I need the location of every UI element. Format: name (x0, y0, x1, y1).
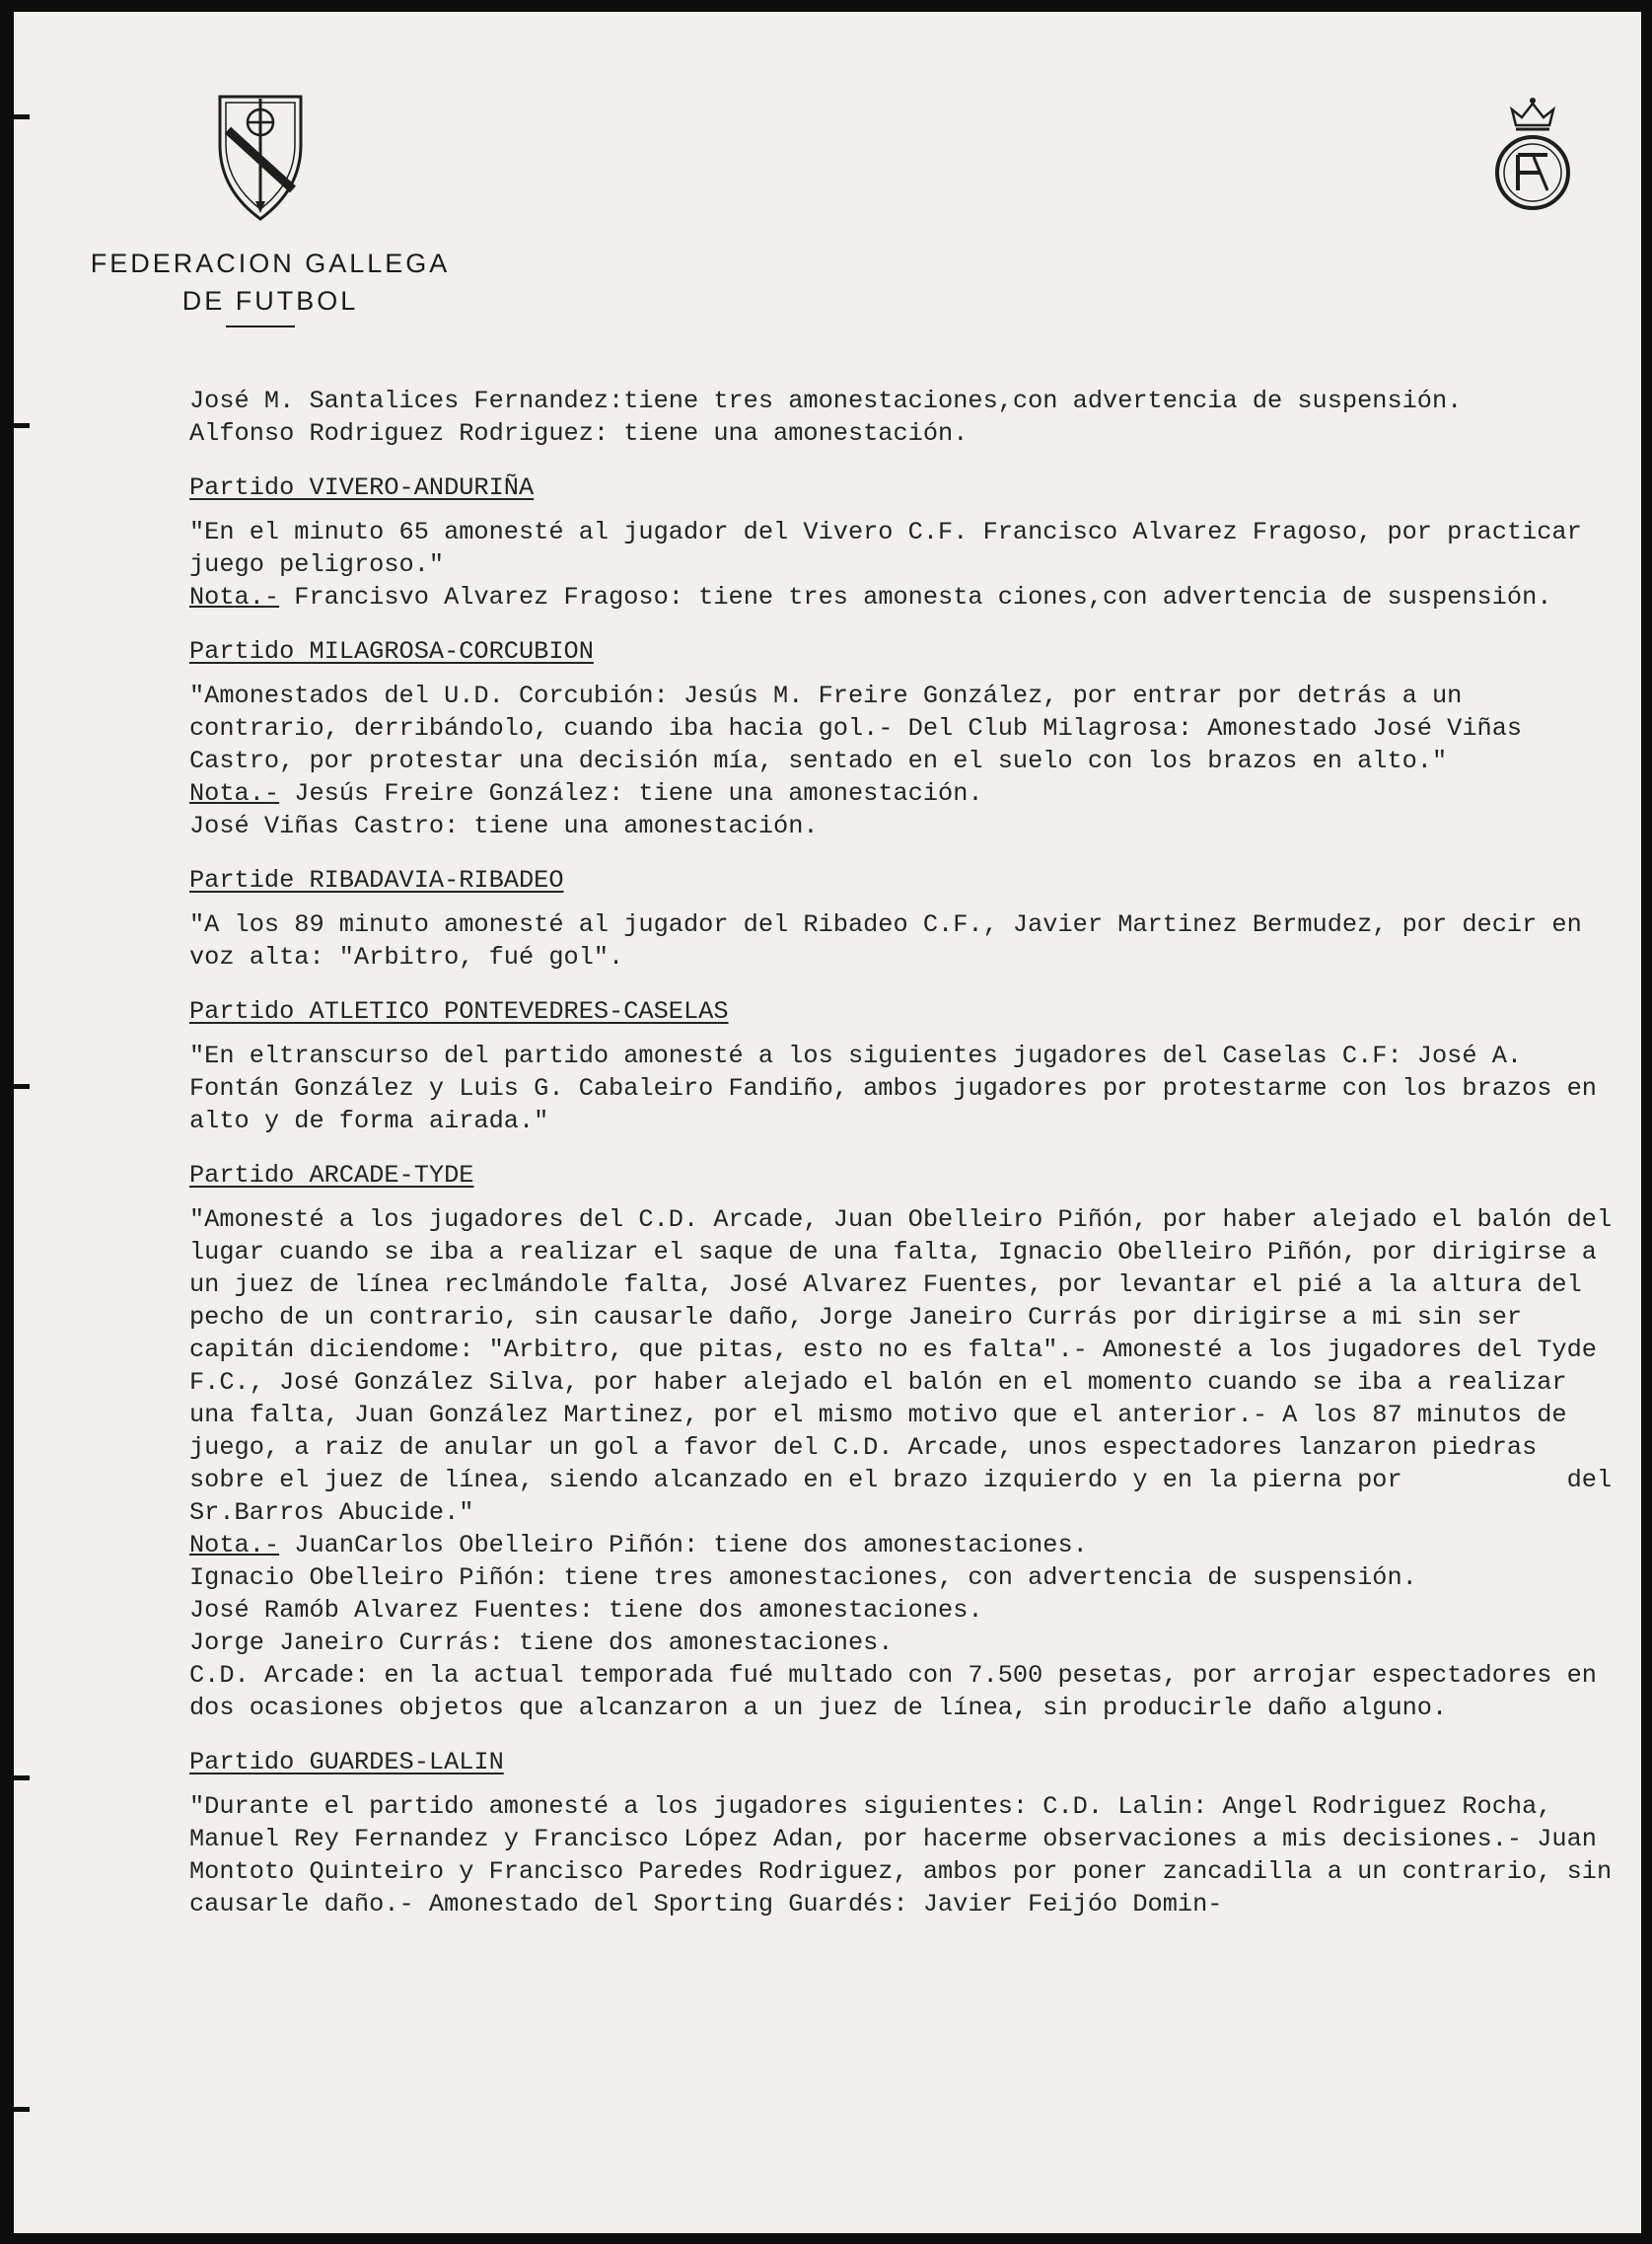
document-body (152, 385, 1627, 1920)
note-line: Ignacio Obelleiro Piñón: tiene tres amonestaciones, con advertencia de suspensión. (189, 1563, 1417, 1592)
match-heading-text: Partido MILAGROSA-CORCUBION (189, 637, 594, 666)
match-note (152, 581, 1621, 614)
document-page (14, 12, 1641, 2233)
match-report-quote: "Durante el partido amonesté a los jugadores siguientes: C.D. Lalin: Angel Rodriguez Rocha, Manuel Rey Fernandez y Francisco López Adan, por hacerme observaciones a mis decisiones.- Juan Montoto Quinteiro y Francisco Paredes Rodriguez, ambos por poner zancadilla a un contrario, sin causarle daño.- Amonestado del Sporting Guardés: Javier Feijóo Domin- (189, 1792, 1627, 1918)
match-heading-text: Partido GUARDES-LALIN (189, 1748, 504, 1776)
match-report-quote: "Amonesté a los jugadores del C.D. Arcade, Juan Obelleiro Piñón, por haber alejado el balón del lugar cuando se iba a realizar el saque de una falta, Ignacio Obelleiro Piñón, por dirigirse a un juez de línea reclmándole falta, José Alvarez Fuentes, por levantar el pié a la altura del pecho de un contrario, sin causarle daño, Jorge Janeiro Currás por dirigirse a mi sin ser capitán diciendome: "Arbitro, que pitas, esto no es falta".- Amonesté a los jugadores del Tyde F.C., José González Silva, por haber alejado el balón en el momento cuando se iba a realizar una falta, Juan González Martinez, por el mismo motivo que el anterior.- A los 87 minutos de juego, a raiz de anular un gol a favor del C.D. Arcade, unos espectadores lanzaron piedras sobre el juez de línea, siendo alcanzado en el brazo izquierdo y en la pierna por del Sr.Barros Abucide." (189, 1205, 1627, 1527)
note-line: C.D. Arcade: en la actual temporada fué multado con 7.500 pesetas, por arrojar espectadores en dos ocasiones objetos que alcanzaron a un juez de línea, sin producirle daño alguno. (189, 1661, 1613, 1722)
match-report-quote: "En el minuto 65 amonesté al jugador del Vivero C.F. Francisco Alvarez Fragoso, por practicar juego peligroso." (189, 518, 1597, 579)
match-report-quote: "En eltranscurso del partido amonesté a los siguientes jugadores del Caselas C.F: José A. Fontán González y Luis G. Cabaleiro Fandiño, ambos jugadores por protestarme con los brazos en alto y de forma airada." (189, 1042, 1613, 1135)
punch-hole-mark (14, 1775, 30, 1780)
note-line: José Ramób Alvarez Fuentes: tiene dos amonestaciones. (189, 1596, 983, 1625)
federation-name (63, 245, 477, 320)
note-line: Jorge Janeiro Currás: tiene dos amonestaciones. (189, 1629, 894, 1657)
note-line: Jesús Freire González: tiene una amonestación. (294, 779, 983, 808)
match-heading (189, 635, 1621, 668)
match-heading-text: Partido ATLETICO PONTEVEDRES-CASELAS (189, 997, 729, 1026)
match-heading (189, 1746, 1621, 1778)
match-note (152, 1529, 1621, 1561)
match-heading (189, 995, 1621, 1028)
intro-line: Alfonso Rodriguez Rodriguez: tiene una amonestación. (189, 419, 969, 448)
match-heading-text: Partido ARCADE-TYDE (189, 1161, 474, 1190)
punch-hole-mark (14, 114, 30, 119)
punch-hole-mark (14, 2107, 30, 2112)
galician-federation-shield-icon (216, 91, 305, 224)
intro-line: José M. Santalices Fernandez:tiene tres amonestaciones,con advertencia de suspensión. (189, 387, 1463, 415)
note-line: José Viñas Castro: tiene una amonestación. (189, 812, 819, 840)
note-line: JuanCarlos Obelleiro Piñón: tiene dos amonestaciones. (294, 1531, 1088, 1559)
note-label: Nota.- (189, 1531, 280, 1559)
note-label: Nota.- (189, 583, 280, 612)
match-report-quote: "Amonestados del U.D. Corcubión: Jesús M. Freire González, por entrar por detrás a un contrario, derribándolo, cuando iba hacia gol.- Del Club Milagrosa: Amonestado José Viñas Castro, por protestar una decisión mía, sentado en el suelo con los brazos en alto." (189, 682, 1538, 775)
match-heading (189, 471, 1621, 504)
note-label: Nota.- (189, 779, 280, 808)
match-heading-text: Partido VIVERO-ANDURIÑA (189, 473, 535, 502)
royal-spanish-federation-crest-icon (1488, 96, 1577, 214)
note-line: Francisvo Alvarez Fragoso: tiene tres amonesta ciones,con advertencia de suspensión. (294, 583, 1552, 612)
federation-name-line1: FEDERACION GALLEGA (90, 249, 451, 278)
punch-hole-mark (14, 423, 30, 428)
punch-hole-mark (14, 1084, 30, 1089)
match-report-quote: "A los 89 minuto amonesté al jugador del Ribadeo C.F., Javier Martinez Bermudez, por decir en voz alta: "Arbitro, fué gol". (189, 910, 1597, 972)
match-heading (189, 1159, 1621, 1192)
letterhead-divider (226, 326, 295, 327)
match-heading-text: Partide RIBADAVIA-RIBADEO (189, 866, 564, 895)
match-note (152, 777, 1621, 810)
federation-name-line2: DE FUTBOL (181, 286, 359, 316)
match-heading (189, 864, 1621, 897)
